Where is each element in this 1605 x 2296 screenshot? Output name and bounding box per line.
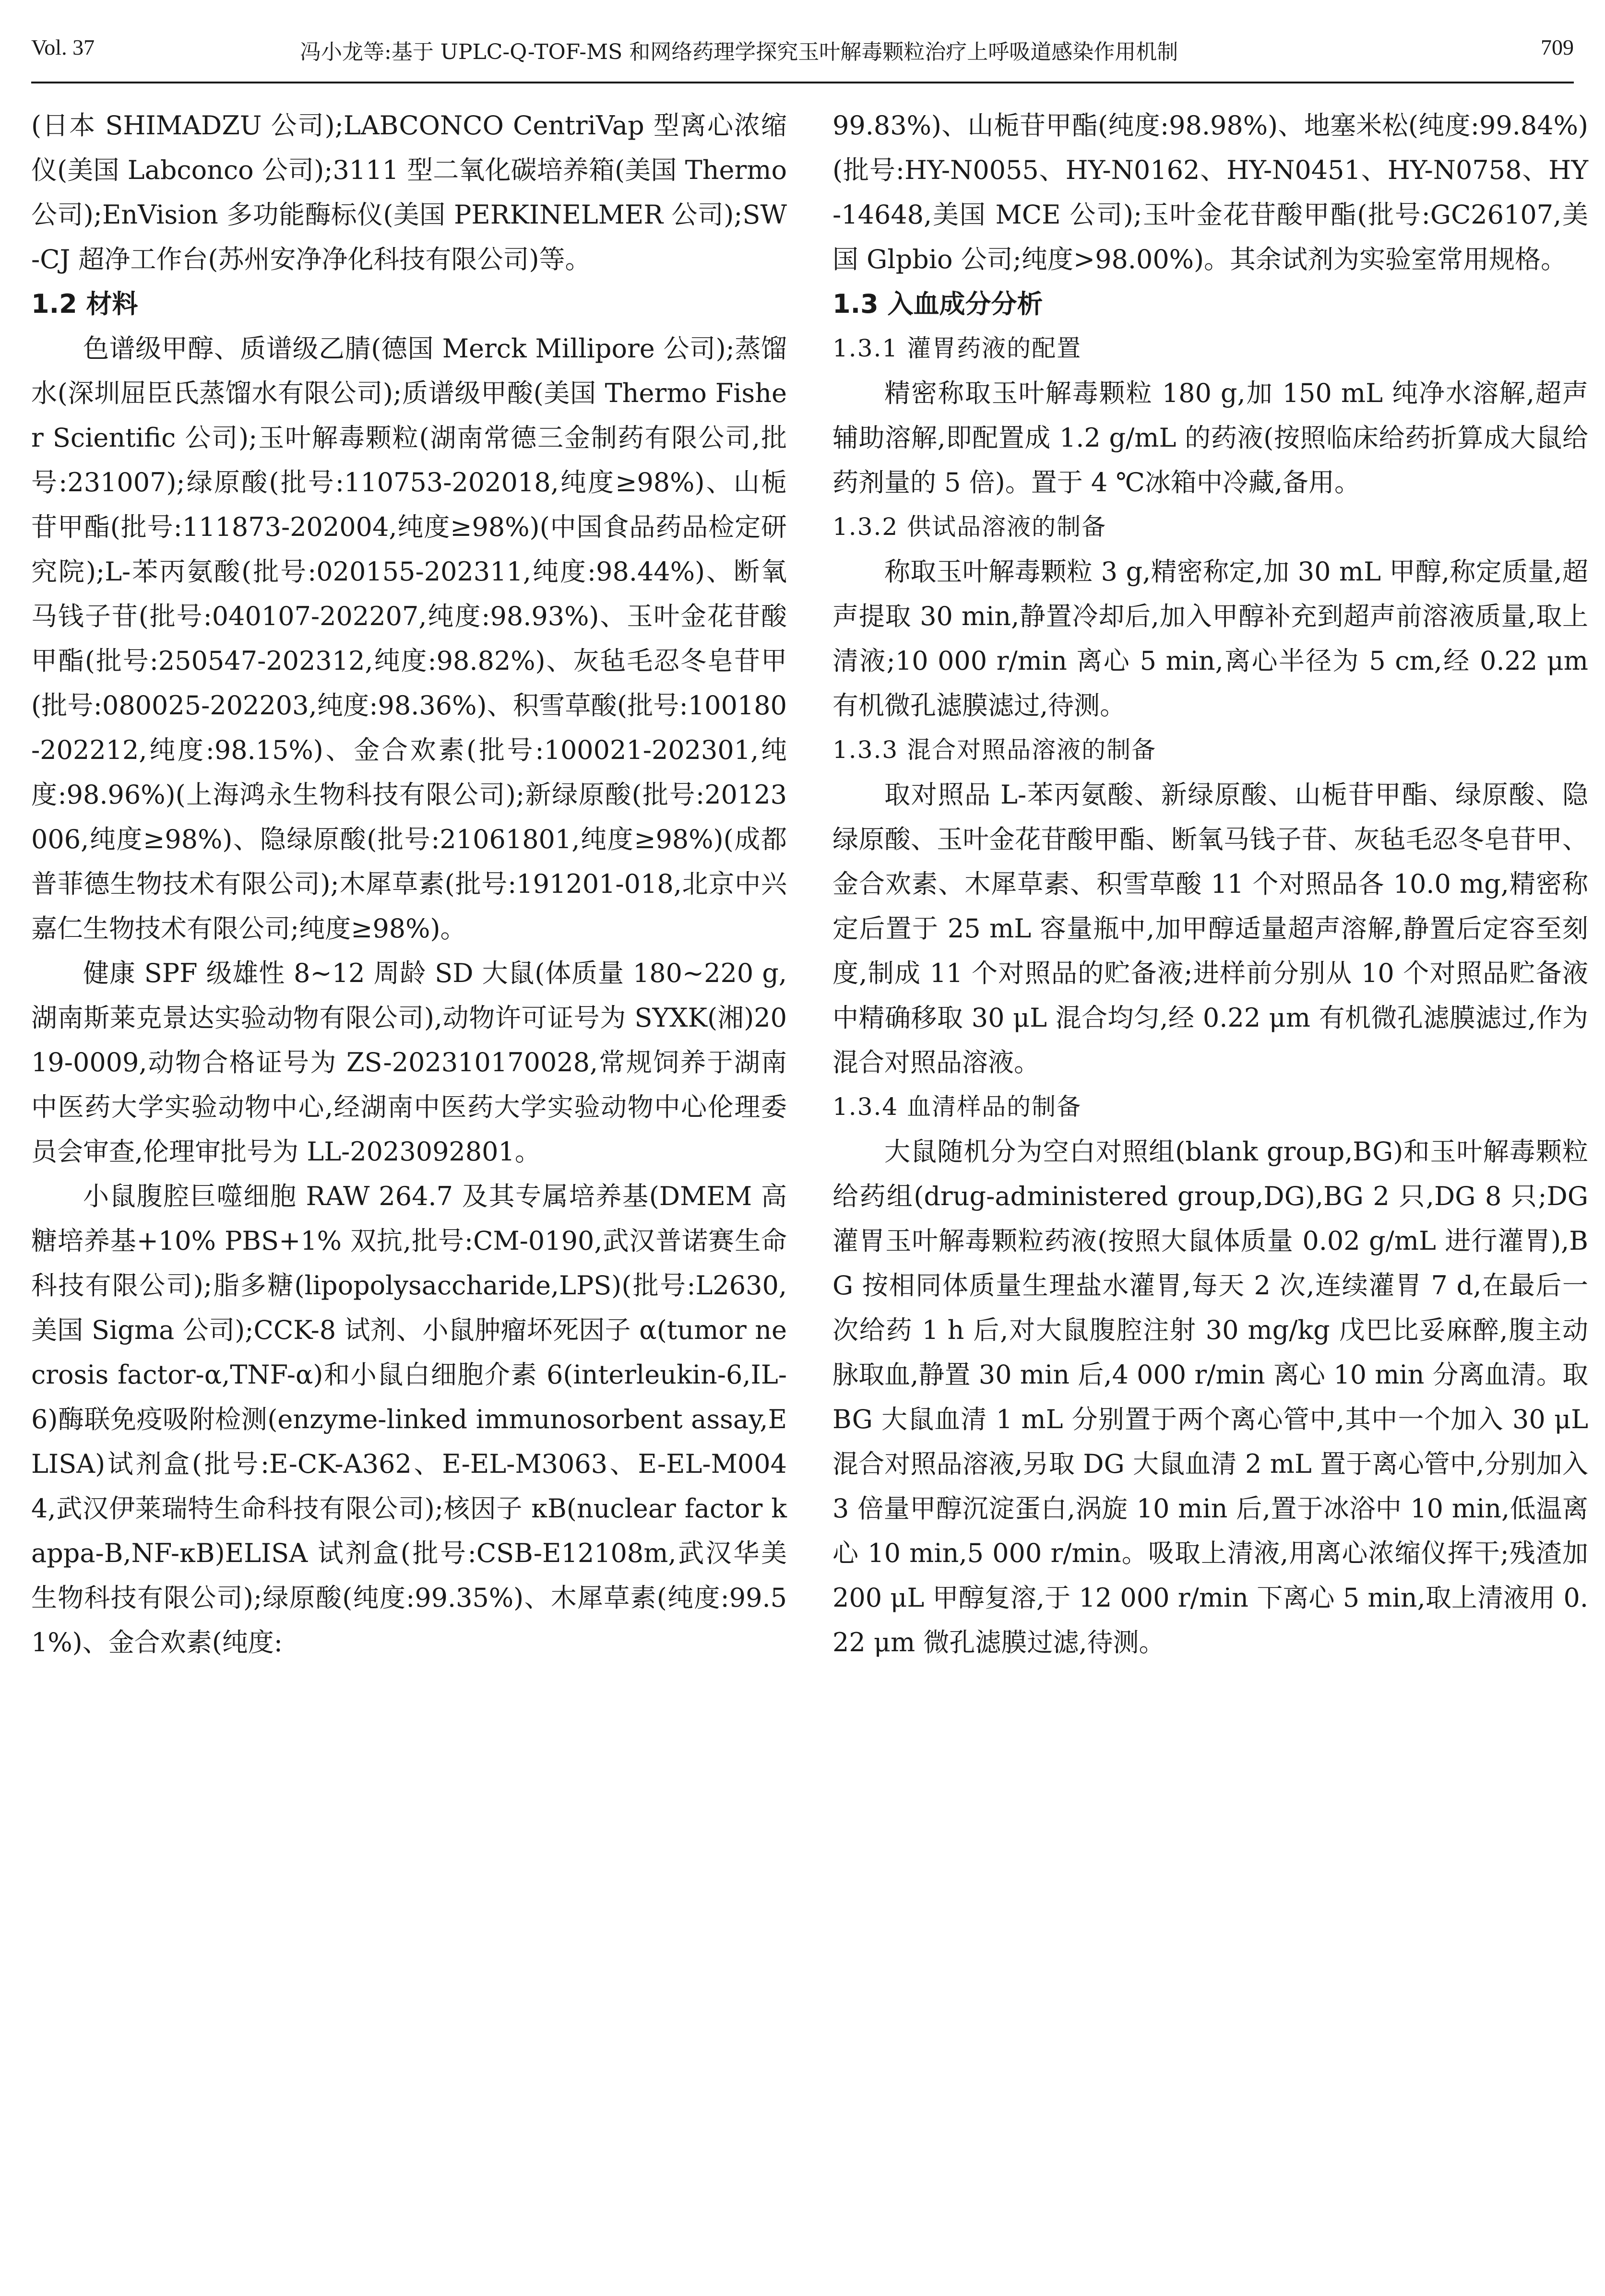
paragraph-1-3-1: 精密称取玉叶解毒颗粒 180 g,加 150 mL 纯净水溶解,超声辅助溶解,即配置成 1.2 g/mL 的药液(按照临床给药折算成大鼠给药剂量的 5 倍)。置于 4 ℃冰箱中冷藏,备用。 — [832, 378, 1588, 497]
paragraph-reagents-continued: 99.83%)、山栀苷甲酯(纯度:98.98%)、地塞米松(纯度:99.84%)(批号:HY-N0055、HY-N0162、HY-N0451、HY-N0758、HY-14648,美国 MCE 公司);玉叶金花苷酸甲酯(批号:GC26107,美国 Glpbio 公司;纯度>98.00%)。其余试剂为实验室常用规格。 — [832, 110, 1588, 274]
subsection-heading-1-3-4: 1.3.4 血清样品的制备 — [832, 1093, 1082, 1121]
subsection-heading-1-3-2: 1.3.2 供试品溶液的制备 — [832, 513, 1107, 541]
paragraph-animals: 健康 SPF 级雄性 8~12 周龄 SD 大鼠(体质量 180~220 g,湖南斯莱克景达实验动物有限公司),动物许可证号为 SYXK(湘)2019-0009,动物合格证号为 ZS-202310170028,常规饲养于湖南中医药大学实验动物中心,经湖南中医药大学实验动物中心伦理委员会审查,伦理审批号为 LL-2023092801。 — [31, 958, 787, 1167]
paragraph-instruments: (日本 SHIMADZU 公司);LABCONCO CentriVap 型离心浓缩仪(美国 Labconco 公司);3111 型二氧化碳培养箱(美国 Thermo 公司);EnVision 多功能酶标仪(美国 PERKINELMER 公司);SW-CJ 超净工作台(苏州安净净化科技有限公司)等。 — [31, 110, 787, 274]
section-heading-blood-component-analysis: 1.3 入血成分分析 — [832, 289, 1043, 319]
subsection-heading-1-3-3: 1.3.3 混合对照品溶液的制备 — [832, 736, 1157, 764]
volume-label: Vol. 37 — [31, 35, 95, 59]
paragraph-1-3-4: 大鼠随机分为空白对照组(blank group,BG)和玉叶解毒颗粒给药组(drug-administered group,DG),BG 2 只,DG 8 只;DG 灌胃玉叶解毒颗粒药液(按照大鼠体质量 0.02 g/mL 进行灌胃),BG 按相同体质量生理盐水灌胃,每天 2 次,连续灌胃 7 d,在最后一次给药 1 h 后,对大鼠腹腔注射 30 mg/kg 戊巴比妥麻醉,腹主动脉取血,静置 30 min 后,4 000 r/min 离心 10 min 分离血清。取 BG 大鼠血清 1 mL 分别置于两个离心管中,其中一个加入 30 μL 混合对照品溶液,另取 DG 大鼠血清 2 mL 置于离心管中,分别加入 3 倍量甲醇沉淀蛋白,涡旋 10 min 后,置于冰浴中 10 min,低温离心 10 min,5 000 r/min。吸取上清液,用离心浓缩仪挥干;残渣加 200 μL 甲醇复溶,于 12 000 r/min 下离心 5 min,取上清液用 0.22 μm 微孔滤膜过滤,待测。 — [832, 1136, 1588, 1657]
paragraph-reagents: 色谱级甲醇、质谱级乙腈(德国 Merck Millipore 公司);蒸馏水(深圳屈臣氏蒸馏水有限公司);质谱级甲酸(美国 Thermo Fisher Scientific 公司);玉叶解毒颗粒(湖南常德三金制药有限公司,批号:231007);绿原酸(批号:110753-202018,纯度≥98%)、山栀苷甲酯(批号:111873-202004,纯度≥98%)(中国食品药品检定研究院);L-苯丙氨酸(批号:020155-202311,纯度:98.44%)、断氧马钱子苷(批号:040107-202207,纯度:98.93%)、玉叶金花苷酸甲酯(批号:250547-202312,纯度:98.82%)、灰毡毛忍冬皂苷甲(批号:080025-202203,纯度:98.36%)、积雪草酸(批号:100180-202212,纯度:98.15%)、金合欢素(批号:100021-202301,纯度:98.96%)(上海鸿永生物科技有限公司);新绿原酸(批号:20123006,纯度≥98%)、隐绿原酸(批号:21061801,纯度≥98%)(成都普菲德生物技术有限公司);木犀草素(批号:191201-018,北京中兴嘉仁生物技术有限公司;纯度≥98%)。 — [31, 333, 787, 944]
section-heading-materials: 1.2 材料 — [31, 289, 138, 319]
running-title: 冯小龙等:基于 UPLC-Q-TOF-MS 和网络药理学探究玉叶解毒颗粒治疗上呼吸道感染作用机制 — [300, 40, 1178, 64]
subsection-heading-1-3-1: 1.3.1 灌胃药液的配置 — [832, 334, 1082, 362]
paragraph-cells: 小鼠腹腔巨噬细胞 RAW 264.7 及其专属培养基(DMEM 高糖培养基+10% PBS+1% 双抗,批号:CM-0190,武汉普诺赛生命科技有限公司);脂多糖(lipopolysaccharide,LPS)(批号:L2630,美国 Sigma 公司);CCK-8 试剂、小鼠肿瘤坏死因子 α(tumor necrosis factor-α,TNF-α)和小鼠白细胞介素 6(interleukin-6,IL-6)酶联免疫吸附检测(enzyme-linked immunosorbent assay,ELISA)试剂盒(批号:E-CK-A362、E-EL-M3063、E-EL-M0044,武汉伊莱瑞特生命科技有限公司);核因子 κB(nuclear factor kappa-B,NF-κB)ELISA 试剂盒(批号:CSB-E12108m,武汉华美生物科技有限公司);绿原酸(纯度:99.35%)、木犀草素(纯度:99.51%)、金合欢素(纯度: — [31, 1181, 787, 1657]
paragraph-1-3-2: 称取玉叶解毒颗粒 3 g,精密称定,加 30 mL 甲醇,称定质量,超声提取 30 min,静置冷却后,加入甲醇补充到超声前溶液质量,取上清液;10 000 r/min 离心 5 min,离心半径为 5 cm,经 0.22 μm 有机微孔滤膜滤过,待测。 — [832, 556, 1588, 721]
right-column — [832, 103, 1588, 1665]
left-column — [31, 103, 787, 1665]
running-header — [31, 29, 1574, 83]
page-number: 709 — [1541, 35, 1574, 59]
paragraph-1-3-3: 取对照品 L-苯丙氨酸、新绿原酸、山栀苷甲酯、绿原酸、隐绿原酸、玉叶金花苷酸甲酯、断氧马钱子苷、灰毡毛忍冬皂苷甲、金合欢素、木犀草素、积雪草酸 11 个对照品各 10.0 mg,精密称定后置于 25 mL 容量瓶中,加甲醇适量超声溶解,静置后定容至刻度,制成 11 个对照品的贮备液;进样前分别从 10 个对照品贮备液中精确移取 30 μL 混合均匀,经 0.22 μm 有机微孔滤膜滤过,作为混合对照品溶液。 — [832, 780, 1588, 1077]
